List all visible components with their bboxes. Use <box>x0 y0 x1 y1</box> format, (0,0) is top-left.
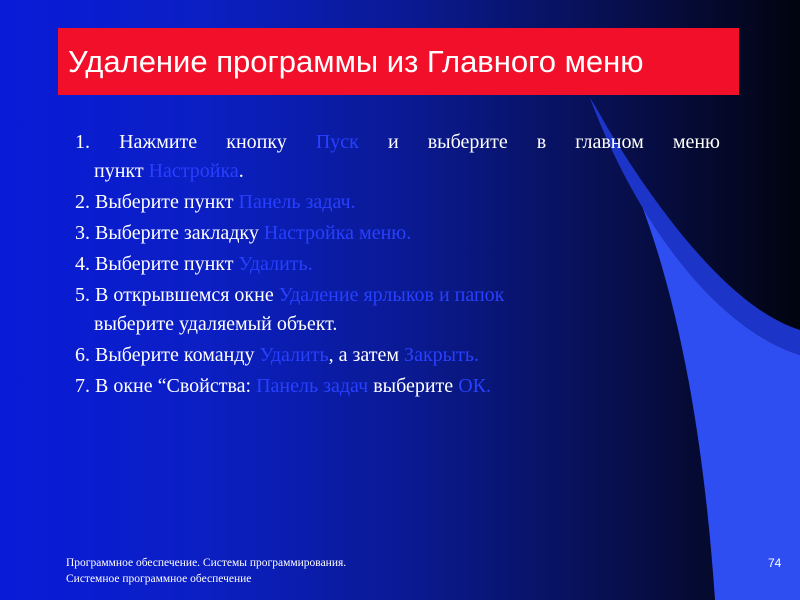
list-item-line <box>75 188 720 217</box>
list-item-line <box>75 372 720 401</box>
highlighted-term: ОК. <box>458 375 491 397</box>
list-text: 1. Нажмите кнопку <box>75 131 316 153</box>
instruction-list <box>75 128 720 403</box>
list-item <box>75 188 720 217</box>
list-item <box>75 281 720 339</box>
list-item <box>75 341 720 370</box>
highlighted-term: Настройка <box>148 160 239 182</box>
list-item <box>75 372 720 401</box>
list-text: 6. Выберите команду <box>75 344 260 366</box>
highlighted-term: Удаление ярлыков и папок <box>278 284 505 306</box>
list-text: 3. Выберите закладку <box>75 222 264 244</box>
highlighted-term: Панель задач. <box>238 191 356 213</box>
list-item-line <box>75 219 720 248</box>
footer-text: Программное обеспечение. Системы программирования. Системное программное обеспечение <box>66 557 347 585</box>
highlighted-term: Настройка меню. <box>263 222 412 244</box>
highlighted-term: Закрыть. <box>404 344 479 366</box>
highlighted-term: Удалить <box>259 344 329 366</box>
list-item <box>75 219 720 248</box>
list-text: 4. Выберите пункт <box>75 253 239 275</box>
highlighted-term: Панель задач <box>256 375 369 397</box>
highlighted-term: Удалить. <box>238 253 313 275</box>
list-text: пункт <box>94 160 149 182</box>
list-item-line <box>75 281 720 310</box>
list-text: 2. Выберите пункт <box>75 191 239 213</box>
list-item <box>75 250 720 279</box>
list-item-line <box>75 128 720 157</box>
list-item-line <box>75 341 720 370</box>
list-item-line <box>75 250 720 279</box>
highlighted-term: Пуск <box>315 131 359 153</box>
slide-title: Удаление программы из Главного меню <box>68 44 644 79</box>
list-item <box>75 128 720 186</box>
list-item-continuation <box>75 310 720 339</box>
list-text: . <box>238 160 244 182</box>
list-text: 7. В окне “Свойства: <box>75 375 257 397</box>
list-item-continuation <box>75 157 720 186</box>
list-text: , а затем <box>328 344 405 366</box>
title-banner <box>58 28 739 95</box>
list-text: выберите удаляемый объект. <box>94 313 338 335</box>
page-number: 74 <box>768 556 782 570</box>
list-text: выберите <box>368 375 459 397</box>
list-text: и выберите в главном меню <box>358 131 720 153</box>
list-text: 5. В открывшемся окне <box>75 284 279 306</box>
